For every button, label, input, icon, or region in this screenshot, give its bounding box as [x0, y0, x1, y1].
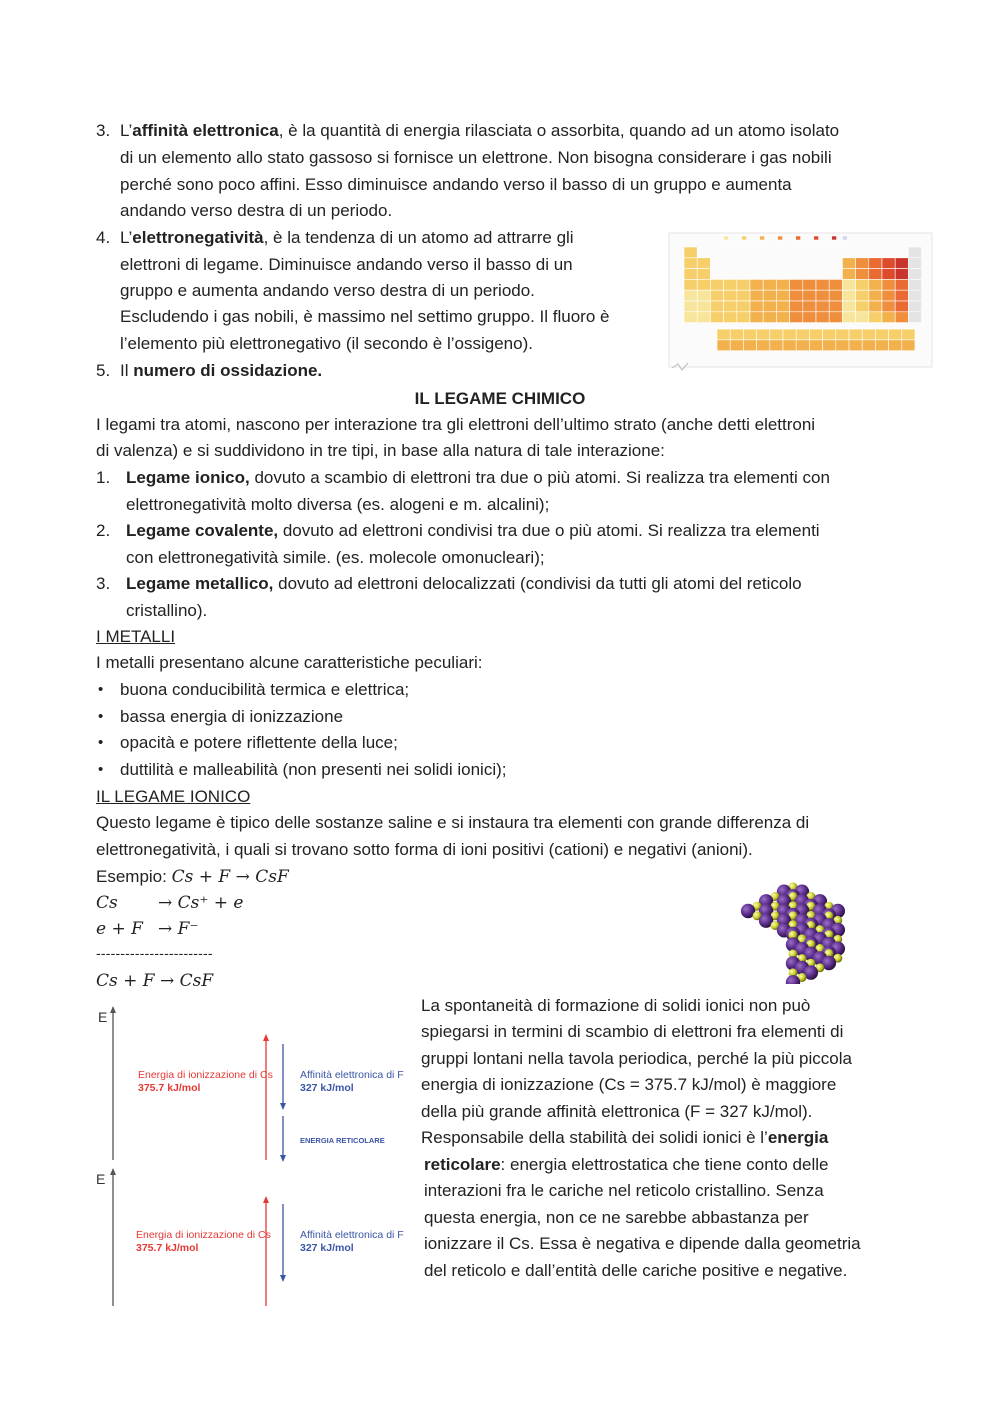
- periodic-cell: [816, 279, 829, 290]
- metal-property: opacità e potere riflettente della luce;: [120, 733, 398, 752]
- axis-arrow-icon: [110, 1168, 116, 1175]
- periodic-cell: [783, 329, 796, 340]
- periodic-cell: [856, 279, 869, 290]
- periodic-cell: [882, 312, 895, 323]
- periodic-cell: [856, 269, 869, 280]
- section-title-legame-chimico: IL LEGAME CHIMICO: [414, 389, 586, 408]
- ionico-paragraph-1: Questo legame è tipico delle sostanze saline e si instaura tra elementi con grande differenza di: [96, 813, 810, 832]
- periodic-cell: [757, 340, 770, 351]
- bullet-icon: •: [98, 708, 104, 725]
- periodic-cell: [832, 236, 837, 240]
- periodic-cell: [757, 329, 770, 340]
- periodic-cell: [776, 312, 789, 323]
- periodic-cell: [724, 279, 737, 290]
- legame-intro-1: I legami tra atomi, nascono per interazione tra gli elettroni dell’ultimo strato (anche detti elettroni: [96, 415, 816, 434]
- lattice-text-line: interazioni fra le cariche nel reticolo cristallino. Senza: [424, 1181, 824, 1200]
- lattice-text-line: ionizzare il Cs. Essa è negativa e dipende dalla geometria: [424, 1234, 861, 1253]
- periodic-cell: [895, 258, 908, 269]
- periodic-cell: [743, 340, 756, 351]
- periodic-cell: [856, 301, 869, 312]
- equation-1-right: → Cs⁺ + e: [158, 893, 244, 913]
- periodic-cell: [829, 279, 842, 290]
- periodic-cell: [875, 329, 888, 340]
- periodic-cell: [796, 236, 801, 240]
- equation-2-left: e + F: [96, 919, 143, 939]
- list-number: 5.: [96, 361, 111, 380]
- metallic-bond-term: Legame metallico,: [126, 574, 274, 593]
- periodic-cell: [829, 290, 842, 301]
- metal-property: buona conducibilità termica e elettrica;: [120, 680, 410, 699]
- energy-axis-label: E: [96, 1171, 106, 1187]
- periodic-cell: [889, 340, 902, 351]
- list-number: 4.: [96, 228, 111, 247]
- example-line: Esempio: Cs + F → CsF: [96, 867, 289, 887]
- energy-diagram-2: [92, 1166, 412, 1310]
- ionization-label: Energia di ionizzazione di Cs: [138, 1069, 273, 1081]
- periodic-table-image: [668, 232, 933, 372]
- lattice-text-line: La spontaneità di formazione di solidi ionici non può: [421, 996, 811, 1015]
- periodic-cell: [882, 290, 895, 301]
- list-number: 2.: [96, 521, 111, 540]
- periodic-cell: [742, 236, 747, 240]
- periodic-cell: [869, 258, 882, 269]
- periodic-cell: [750, 279, 763, 290]
- periodic-cell: [730, 340, 743, 351]
- bullet-icon: •: [98, 734, 104, 751]
- affinity-line-4: andando verso destra di un periodo.: [120, 201, 393, 220]
- oxidation-line: Il numero di ossidazione.: [120, 361, 323, 380]
- affinity-label: Affinità elettronica di F: [300, 1229, 404, 1241]
- periodic-cell: [842, 301, 855, 312]
- covalent-bond-line-2: con elettronegatività simile. (es. molecole omonucleari);: [126, 548, 545, 567]
- periodic-cell: [849, 340, 862, 351]
- periodic-cell: [778, 236, 783, 240]
- periodic-cell: [737, 301, 750, 312]
- electroneg-line-4: Escludendo i gas nobili, è massimo nel settimo gruppo. Il fluoro è: [120, 307, 610, 326]
- periodic-cell: [829, 301, 842, 312]
- periodic-cell: [710, 290, 723, 301]
- periodic-cell: [816, 312, 829, 323]
- ionization-value: 375.7 kJ/mol: [138, 1082, 201, 1094]
- periodic-cell: [743, 329, 756, 340]
- periodic-cell: [763, 290, 776, 301]
- lattice-text-line: della più grande affinità elettronica (F = 327 kJ/mol).: [421, 1102, 813, 1121]
- periodic-cell: [770, 340, 783, 351]
- lattice-text-line: reticolare: energia elettrostatica che tiene conto delle: [424, 1155, 829, 1174]
- periodic-cell: [869, 301, 882, 312]
- electroneg-line-2: elettroni di legame. Diminuisce andando verso il basso di un: [120, 255, 573, 274]
- metallic-bond-line-2: cristallino).: [126, 601, 208, 620]
- periodic-cell: [717, 340, 730, 351]
- lattice-energy-term: energia: [767, 1128, 829, 1147]
- covalent-bond-term: Legame covalente,: [126, 521, 279, 540]
- periodic-cell: [895, 269, 908, 280]
- electroneg-line-1: L’elettronegatività, è la tendenza di un atomo ad attrarre gli: [120, 228, 574, 247]
- periodic-cell: [724, 301, 737, 312]
- metal-property: duttilità e malleabilità (non presenti nei solidi ionici);: [120, 760, 507, 779]
- periodic-cell: [842, 312, 855, 323]
- periodic-cell: [710, 312, 723, 323]
- periodic-cell: [836, 340, 849, 351]
- periodic-cell: [776, 279, 789, 290]
- periodic-cell: [875, 340, 888, 351]
- periodic-cell: [842, 236, 847, 240]
- affinity-label: Affinità elettronica di F: [300, 1069, 404, 1081]
- equation-separator: ------------------------: [96, 945, 213, 961]
- periodic-cell: [862, 340, 875, 351]
- periodic-cell: [763, 301, 776, 312]
- periodic-cell: [763, 312, 776, 323]
- periodic-cell: [684, 279, 697, 290]
- periodic-cell: [763, 279, 776, 290]
- bullet-icon: •: [98, 681, 104, 698]
- periodic-cell: [684, 312, 697, 323]
- periodic-cell: [902, 329, 915, 340]
- periodic-cell: [902, 340, 915, 351]
- periodic-cell: [882, 301, 895, 312]
- periodic-cell: [697, 312, 710, 323]
- periodic-cell: [724, 236, 729, 240]
- periodic-cell: [842, 279, 855, 290]
- periodic-cell: [697, 269, 710, 280]
- periodic-cell: [895, 290, 908, 301]
- periodic-cell: [776, 290, 789, 301]
- periodic-cell: [750, 301, 763, 312]
- periodic-cell: [717, 329, 730, 340]
- periodic-cell: [895, 312, 908, 323]
- periodic-cell: [790, 301, 803, 312]
- ionization-arrow-head-icon: [263, 1034, 269, 1041]
- periodic-cell: [803, 290, 816, 301]
- periodic-cell: [803, 312, 816, 323]
- affinity-line-1: L’affinità elettronica, è la quantità di energia rilasciata o assorbita, quando ad un atomo isolato: [120, 121, 840, 140]
- legame-intro-2: di valenza) e si suddividono in tre tipi, in base alla natura di tale interazione:: [96, 441, 665, 460]
- equation-result: Cs + F → CsF: [96, 971, 214, 991]
- ionic-crystal-lattice-image: [735, 866, 853, 984]
- affinity-arrow-head-icon: [280, 1275, 286, 1282]
- periodic-cell: [724, 290, 737, 301]
- energy-axis-label: E: [98, 1009, 108, 1025]
- periodic-cell: [770, 329, 783, 340]
- periodic-cell: [796, 340, 809, 351]
- bullet-icon: •: [98, 761, 104, 778]
- periodic-cell: [803, 301, 816, 312]
- periodic-cell: [697, 279, 710, 290]
- list-number: 3.: [96, 574, 111, 593]
- periodic-cell: [684, 301, 697, 312]
- periodic-cell: [908, 301, 921, 312]
- list-number: 3.: [96, 121, 111, 140]
- periodic-cell: [697, 258, 710, 269]
- periodic-cell: [796, 329, 809, 340]
- lattice-energy-term: reticolare: [424, 1155, 501, 1174]
- periodic-cell: [790, 312, 803, 323]
- periodic-cell: [684, 269, 697, 280]
- periodic-cell: [836, 329, 849, 340]
- electroneg-line-5: l’elemento più elettronegativo (il secondo è l’ossigeno).: [120, 334, 533, 353]
- periodic-cell: [908, 312, 921, 323]
- ionic-bond-term: Legame ionico,: [126, 468, 250, 487]
- periodic-cell: [809, 340, 822, 351]
- ionico-paragraph-2: elettronegatività, i quali si trovano sotto forma di ioni positivi (cationi) e negativi (anioni).: [96, 840, 753, 859]
- list-number: 1.: [96, 468, 111, 487]
- periodic-cell: [882, 269, 895, 280]
- metalli-intro: I metalli presentano alcune caratteristiche peculiari:: [96, 653, 483, 672]
- section-title-metalli: I METALLI: [96, 627, 176, 646]
- ionic-bond-line-2: elettronegatività molto diversa (es. alogeni e m. alcalini);: [126, 495, 550, 514]
- affinity-value: 327 kJ/mol: [300, 1242, 354, 1254]
- lattice-text-line: gruppi lontani nella tavola periodica, perché la più piccola: [421, 1049, 852, 1068]
- periodic-cell: [829, 312, 842, 323]
- periodic-cell: [895, 279, 908, 290]
- periodic-cell: [737, 279, 750, 290]
- periodic-cell: [869, 269, 882, 280]
- periodic-cell: [750, 290, 763, 301]
- periodic-cell: [737, 290, 750, 301]
- lattice-text-line: spiegarsi in termini di scambio di elettroni fra elementi di: [421, 1022, 844, 1041]
- metal-property: bassa energia di ionizzazione: [120, 707, 344, 726]
- periodic-cell: [790, 279, 803, 290]
- periodic-cell: [842, 290, 855, 301]
- periodic-cell: [814, 236, 819, 240]
- periodic-cell: [862, 329, 875, 340]
- periodic-cell: [856, 258, 869, 269]
- periodic-cell: [823, 329, 836, 340]
- periodic-cell: [869, 279, 882, 290]
- periodic-cell: [750, 312, 763, 323]
- lattice-energy-label: ENERGIA RETICOLARE: [300, 1136, 385, 1145]
- affinity-value: 327 kJ/mol: [300, 1082, 354, 1094]
- affinity-line-3: perché sono poco affini. Esso diminuisce andando verso il basso di un gruppo e aumenta: [120, 175, 792, 194]
- periodic-cell: [816, 290, 829, 301]
- axis-arrow-icon: [110, 1006, 116, 1013]
- ionization-value: 375.7 kJ/mol: [136, 1242, 199, 1254]
- ionization-arrow-head-icon: [263, 1196, 269, 1203]
- periodic-cell: [697, 301, 710, 312]
- electroneg-line-3: gruppo e aumenta andando verso destra di un periodo.: [120, 281, 535, 300]
- periodic-cell: [889, 329, 902, 340]
- periodic-cell: [823, 340, 836, 351]
- periodic-cell: [809, 329, 822, 340]
- periodic-cell: [776, 301, 789, 312]
- affinity-arrow-head-icon: [280, 1103, 286, 1110]
- metallic-bond-line-1: Legame metallico, dovuto ad elettroni delocalizzati (condivisi da tutti gli atomi del reticolo: [126, 574, 802, 593]
- periodic-cell: [790, 290, 803, 301]
- lattice-text-line: del reticolo e dall’entità delle cariche positive e negative.: [424, 1261, 848, 1280]
- periodic-cell: [803, 279, 816, 290]
- periodic-cell: [856, 290, 869, 301]
- periodic-cell: [710, 279, 723, 290]
- periodic-cell: [760, 236, 765, 240]
- periodic-cell: [849, 329, 862, 340]
- ionic-bond-line-1: Legame ionico, dovuto a scambio di elettroni tra due o più atomi. Si realizza tra elementi con: [126, 468, 830, 487]
- lattice-text-line: Responsabile della stabilità dei solidi ionici è l’energia: [421, 1128, 829, 1147]
- ionization-label: Energia di ionizzazione di Cs: [136, 1229, 271, 1241]
- periodic-cell: [908, 269, 921, 280]
- periodic-cell: [908, 258, 921, 269]
- periodic-cell: [684, 258, 697, 269]
- periodic-cell: [684, 290, 697, 301]
- section-title-legame-ionico: IL LEGAME IONICO: [96, 787, 251, 806]
- periodic-cell: [908, 290, 921, 301]
- periodic-cell: [856, 312, 869, 323]
- periodic-cell: [724, 312, 737, 323]
- periodic-cell: [730, 329, 743, 340]
- periodic-cell: [882, 258, 895, 269]
- covalent-bond-line-1: Legame covalente, dovuto ad elettroni condivisi tra due o più atomi. Si realizza tra elementi: [126, 521, 820, 540]
- example-equation: Cs + F → CsF: [171, 867, 289, 887]
- periodic-cell: [908, 247, 921, 258]
- periodic-cell: [816, 301, 829, 312]
- periodic-cell: [697, 290, 710, 301]
- periodic-cell: [895, 301, 908, 312]
- periodic-cell: [842, 269, 855, 280]
- affinity-line-2: di un elemento allo stato gassoso si fornisce un elettrone. Non bisogna considerare i gas nobili: [120, 148, 832, 167]
- periodic-cell: [783, 340, 796, 351]
- electroneg-term: elettronegatività: [132, 228, 264, 247]
- periodic-cell: [882, 279, 895, 290]
- periodic-cell: [869, 312, 882, 323]
- energy-diagram-1: [92, 1004, 412, 1166]
- oxidation-term: numero di ossidazione.: [133, 361, 323, 380]
- periodic-cell: [737, 312, 750, 323]
- equation-2-right: → F⁻: [158, 919, 199, 939]
- lattice-text-line: questa energia, non ce ne sarebbe abbastanza per: [424, 1208, 809, 1227]
- periodic-cell: [710, 301, 723, 312]
- equation-1-left: Cs: [96, 893, 118, 913]
- periodic-cell: [869, 290, 882, 301]
- periodic-cell: [842, 258, 855, 269]
- periodic-cell: [908, 279, 921, 290]
- lattice-arrow-head-icon: [280, 1155, 286, 1162]
- affinity-term: affinità elettronica: [132, 121, 279, 140]
- lattice-text-line: energia di ionizzazione (Cs = 375.7 kJ/mol) è maggiore: [421, 1075, 837, 1094]
- periodic-cell: [684, 247, 697, 258]
